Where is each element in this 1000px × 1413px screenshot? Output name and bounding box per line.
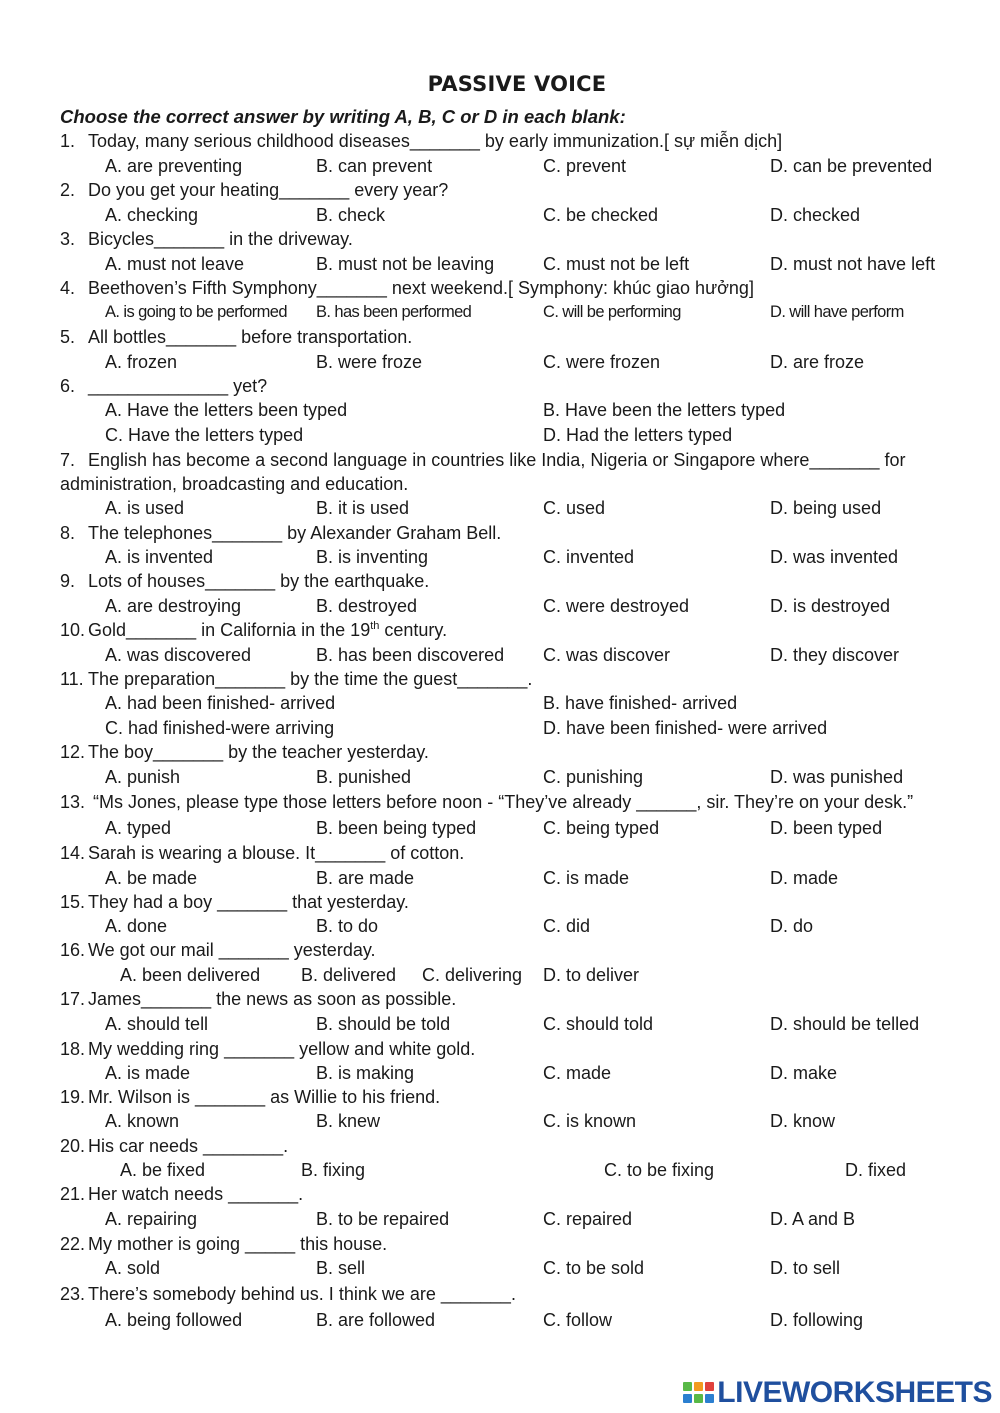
question-7 bbox=[60, 450, 906, 471]
question-text: Bicycles_______ in the driveway. bbox=[88, 229, 353, 249]
question-23 bbox=[60, 1284, 516, 1305]
option-c[interactable]: C. to be sold bbox=[543, 1258, 645, 1278]
option-d[interactable]: D. have been finished- were arrived bbox=[543, 718, 828, 738]
question-6 bbox=[60, 376, 267, 397]
option-b[interactable]: B. have finished- arrived bbox=[543, 693, 738, 713]
question-number: 13. bbox=[60, 792, 86, 812]
question-19 bbox=[60, 1087, 440, 1108]
option-b[interactable]: B. delivered bbox=[301, 965, 397, 985]
question-text: We got our mail _______ yesterday. bbox=[88, 940, 376, 960]
option-a[interactable]: A. checking bbox=[105, 205, 199, 225]
question-text: Today, many serious childhood diseases_______ by early immunization.[ sự miễn dịch] bbox=[88, 131, 783, 151]
question-number: 18. bbox=[60, 1039, 86, 1059]
option-c[interactable]: C. was discover bbox=[543, 645, 671, 665]
option-a[interactable]: A. sold bbox=[105, 1258, 161, 1278]
option-d[interactable]: D. being used bbox=[770, 498, 882, 518]
question-text: “Ms Jones, please type those letters before noon - “They’ve already ______, sir. They’re on your desk.” bbox=[93, 792, 914, 812]
option-d[interactable]: D. make bbox=[770, 1063, 838, 1083]
question-number: 11. bbox=[60, 669, 84, 689]
option-a[interactable]: A. be made bbox=[105, 868, 198, 888]
option-a[interactable]: A. repairing bbox=[105, 1209, 198, 1229]
question-number: 3. bbox=[60, 229, 76, 249]
option-c[interactable]: C. did bbox=[543, 916, 591, 936]
option-d[interactable]: D. to sell bbox=[770, 1258, 841, 1278]
option-b[interactable]: B. should be told bbox=[316, 1014, 451, 1034]
option-a[interactable]: A. are preventing bbox=[105, 156, 243, 176]
option-a[interactable]: A. be fixed bbox=[120, 1160, 206, 1180]
option-a[interactable]: A. typed bbox=[105, 818, 172, 838]
question-text: ______________ yet? bbox=[88, 376, 268, 396]
instruction: Choose the correct answer by writing A, B, C or D in each blank: bbox=[60, 106, 626, 127]
option-d[interactable]: D. they discover bbox=[770, 645, 900, 665]
option-b[interactable]: B. fixing bbox=[301, 1160, 366, 1180]
option-b[interactable]: B. is inventing bbox=[316, 547, 429, 567]
option-a[interactable]: A. is going to be performed bbox=[105, 303, 287, 321]
option-a[interactable]: A. should tell bbox=[105, 1014, 209, 1034]
question-17 bbox=[60, 989, 456, 1010]
option-a[interactable]: A. Have the letters been typed bbox=[105, 400, 348, 420]
option-d[interactable]: D. know bbox=[770, 1111, 836, 1131]
question-16 bbox=[60, 940, 376, 961]
option-b[interactable]: B. are followed bbox=[316, 1310, 436, 1330]
option-a[interactable]: A. being followed bbox=[105, 1310, 243, 1330]
question-1 bbox=[60, 131, 782, 152]
question-text: Mr. Wilson is _______ as Willie to his friend. bbox=[88, 1087, 441, 1107]
option-a[interactable]: A. is made bbox=[105, 1063, 191, 1083]
question-number: 2. bbox=[60, 180, 76, 200]
option-b[interactable]: B. are made bbox=[316, 868, 415, 888]
question-18 bbox=[60, 1039, 475, 1060]
question-number: 22. bbox=[60, 1234, 86, 1254]
option-a[interactable]: A. had been finished- arrived bbox=[105, 693, 336, 713]
option-d[interactable]: D. fixed bbox=[845, 1160, 907, 1180]
option-c[interactable]: C. delivering bbox=[422, 965, 523, 985]
question-3 bbox=[60, 229, 353, 250]
superscript: th bbox=[370, 620, 380, 632]
option-b[interactable]: B. punished bbox=[316, 767, 412, 787]
question-text: English has become a second language in countries like India, Nigeria or Singapore where_______ for bbox=[88, 450, 906, 470]
question-text: They had a boy _______ that yesterday. bbox=[88, 892, 409, 912]
question-12 bbox=[60, 742, 429, 763]
question-5 bbox=[60, 327, 412, 348]
question-13 bbox=[60, 792, 913, 813]
option-c[interactable]: C. to be fixing bbox=[604, 1160, 715, 1180]
option-c[interactable]: C. must not be left bbox=[543, 254, 690, 274]
option-b[interactable]: B. destroyed bbox=[316, 596, 418, 616]
option-d[interactable]: D. do bbox=[770, 916, 814, 936]
option-d[interactable]: D. following bbox=[770, 1310, 864, 1330]
option-c[interactable]: C. had finished-were arriving bbox=[105, 718, 335, 738]
option-c[interactable]: C. invented bbox=[543, 547, 635, 567]
option-c[interactable]: C. Have the letters typed bbox=[105, 425, 304, 445]
liveworksheets-icon bbox=[683, 1380, 715, 1406]
option-c[interactable]: C. used bbox=[543, 498, 606, 518]
question-number: 9. bbox=[60, 571, 76, 591]
option-b[interactable]: B. can prevent bbox=[316, 156, 433, 176]
question-number: 20. bbox=[60, 1136, 86, 1156]
question-9 bbox=[60, 571, 429, 592]
option-d[interactable]: D. was punished bbox=[770, 767, 904, 787]
option-b[interactable]: B. to do bbox=[316, 916, 379, 936]
option-b[interactable]: B. has been discovered bbox=[316, 645, 505, 665]
option-a[interactable]: A. is invented bbox=[105, 547, 214, 567]
option-c[interactable]: C. be checked bbox=[543, 205, 659, 225]
option-d[interactable]: D. should be telled bbox=[770, 1014, 920, 1034]
question-text: All bottles_______ before transportation. bbox=[88, 327, 413, 347]
option-d[interactable]: D. are froze bbox=[770, 352, 865, 372]
question-number: 16. bbox=[60, 940, 86, 960]
page-title: PASSIVE VOICE bbox=[427, 72, 607, 96]
option-d[interactable]: D. will have perform bbox=[770, 303, 904, 321]
question-text: The telephones_______ by Alexander Graham Bell. bbox=[88, 523, 502, 543]
option-b[interactable]: B. to be repaired bbox=[316, 1209, 450, 1229]
option-d[interactable]: D. checked bbox=[770, 205, 861, 225]
option-b[interactable]: B. been being typed bbox=[316, 818, 477, 838]
option-c[interactable]: C. being typed bbox=[543, 818, 660, 838]
question-number: 23. bbox=[60, 1284, 86, 1304]
option-c[interactable]: C. is made bbox=[543, 868, 630, 888]
option-c[interactable]: C. punishing bbox=[543, 767, 644, 787]
question-number: 6. bbox=[60, 376, 76, 396]
question-number: 15. bbox=[60, 892, 86, 912]
question-text: Beethoven’s Fifth Symphony_______ next weekend.[ Symphony: khúc giao hưởng] bbox=[88, 278, 754, 298]
question-text: Do you get your heating_______ every year? bbox=[88, 180, 449, 200]
question-text: The boy_______ by the teacher yesterday. bbox=[88, 742, 429, 762]
question-text: James_______ the news as soon as possible. bbox=[88, 989, 457, 1009]
question-text-continued: administration, broadcasting and education. bbox=[60, 474, 409, 494]
option-b[interactable]: B. check bbox=[316, 205, 386, 225]
question-number: 7. bbox=[60, 450, 76, 470]
question-number: 19. bbox=[60, 1087, 86, 1107]
question-text-end: century. bbox=[379, 620, 448, 640]
option-c[interactable]: C. will be performing bbox=[543, 303, 681, 321]
option-a[interactable]: A. is used bbox=[105, 498, 185, 518]
question-11 bbox=[60, 669, 532, 690]
option-b[interactable]: B. knew bbox=[316, 1111, 381, 1131]
option-b[interactable]: B. were froze bbox=[316, 352, 423, 372]
option-b[interactable]: B. it is used bbox=[316, 498, 410, 518]
option-b[interactable]: B. has been performed bbox=[316, 303, 472, 321]
question-8 bbox=[60, 523, 501, 544]
question-text: My wedding ring _______ yellow and white gold. bbox=[88, 1039, 476, 1059]
question-number: 21. bbox=[60, 1184, 86, 1204]
option-d[interactable]: D. is destroyed bbox=[770, 596, 891, 616]
question-text: There’s somebody behind us. I think we are _______. bbox=[88, 1284, 516, 1304]
option-b[interactable]: B. must not be leaving bbox=[316, 254, 495, 274]
question-text: The preparation_______ by the time the guest_______. bbox=[88, 669, 533, 689]
option-d[interactable]: D. Had the letters typed bbox=[543, 425, 733, 445]
question-22 bbox=[60, 1234, 387, 1255]
option-a[interactable]: A. are destroying bbox=[105, 596, 242, 616]
question-text: Sarah is wearing a blouse. It_______ of cotton. bbox=[88, 843, 465, 863]
question-text: His car needs ________. bbox=[88, 1136, 289, 1156]
question-4 bbox=[60, 278, 754, 299]
option-b[interactable]: B. Have been the letters typed bbox=[543, 400, 786, 420]
option-c[interactable]: C. follow bbox=[543, 1310, 613, 1330]
option-c[interactable]: C. made bbox=[543, 1063, 612, 1083]
question-number: 5. bbox=[60, 327, 76, 347]
brand-name: LIVEWORKSHEETS bbox=[717, 1376, 992, 1409]
liveworksheets-logo[interactable] bbox=[683, 1378, 992, 1408]
question-text: Gold_______ in California in the 19 bbox=[88, 620, 371, 640]
question-text: My mother is going _____ this house. bbox=[88, 1234, 388, 1254]
option-a[interactable]: A. was discovered bbox=[105, 645, 252, 665]
option-c[interactable]: C. repaired bbox=[543, 1209, 633, 1229]
option-c[interactable]: C. is known bbox=[543, 1111, 637, 1131]
option-d[interactable]: D. can be prevented bbox=[770, 156, 933, 176]
option-c[interactable]: C. prevent bbox=[543, 156, 627, 176]
question-number: 8. bbox=[60, 523, 76, 543]
question-21 bbox=[60, 1184, 303, 1205]
option-d[interactable]: D. A and B bbox=[770, 1209, 856, 1229]
question-text: Lots of houses_______ by the earthquake. bbox=[88, 571, 430, 591]
option-c[interactable]: C. were destroyed bbox=[543, 596, 690, 616]
question-number: 1. bbox=[60, 131, 76, 151]
option-b[interactable]: B. is making bbox=[316, 1063, 415, 1083]
option-a[interactable]: A. known bbox=[105, 1111, 180, 1131]
option-c[interactable]: C. were frozen bbox=[543, 352, 661, 372]
option-d[interactable]: D. was invented bbox=[770, 547, 899, 567]
question-2 bbox=[60, 180, 448, 201]
option-a[interactable]: A. done bbox=[105, 916, 168, 936]
question-number: 10. bbox=[60, 620, 86, 640]
option-d[interactable]: D. must not have left bbox=[770, 254, 936, 274]
question-number: 4. bbox=[60, 278, 76, 298]
option-a[interactable]: A. frozen bbox=[105, 352, 178, 372]
option-c[interactable]: C. should told bbox=[543, 1014, 654, 1034]
question-number: 17. bbox=[60, 989, 86, 1009]
question-text: Her watch needs _______. bbox=[88, 1184, 304, 1204]
question-10 bbox=[60, 620, 447, 641]
option-a[interactable]: A. punish bbox=[105, 767, 181, 787]
option-d[interactable]: D. made bbox=[770, 868, 839, 888]
option-d[interactable]: D. been typed bbox=[770, 818, 883, 838]
question-20 bbox=[60, 1136, 288, 1157]
option-d[interactable]: D. to deliver bbox=[543, 965, 640, 985]
option-a[interactable]: A. been delivered bbox=[120, 965, 261, 985]
question-14 bbox=[60, 843, 464, 864]
question-number: 12. bbox=[60, 742, 86, 762]
question-number: 14. bbox=[60, 843, 86, 863]
question-15 bbox=[60, 892, 409, 913]
option-b[interactable]: B. sell bbox=[316, 1258, 366, 1278]
option-a[interactable]: A. must not leave bbox=[105, 254, 245, 274]
